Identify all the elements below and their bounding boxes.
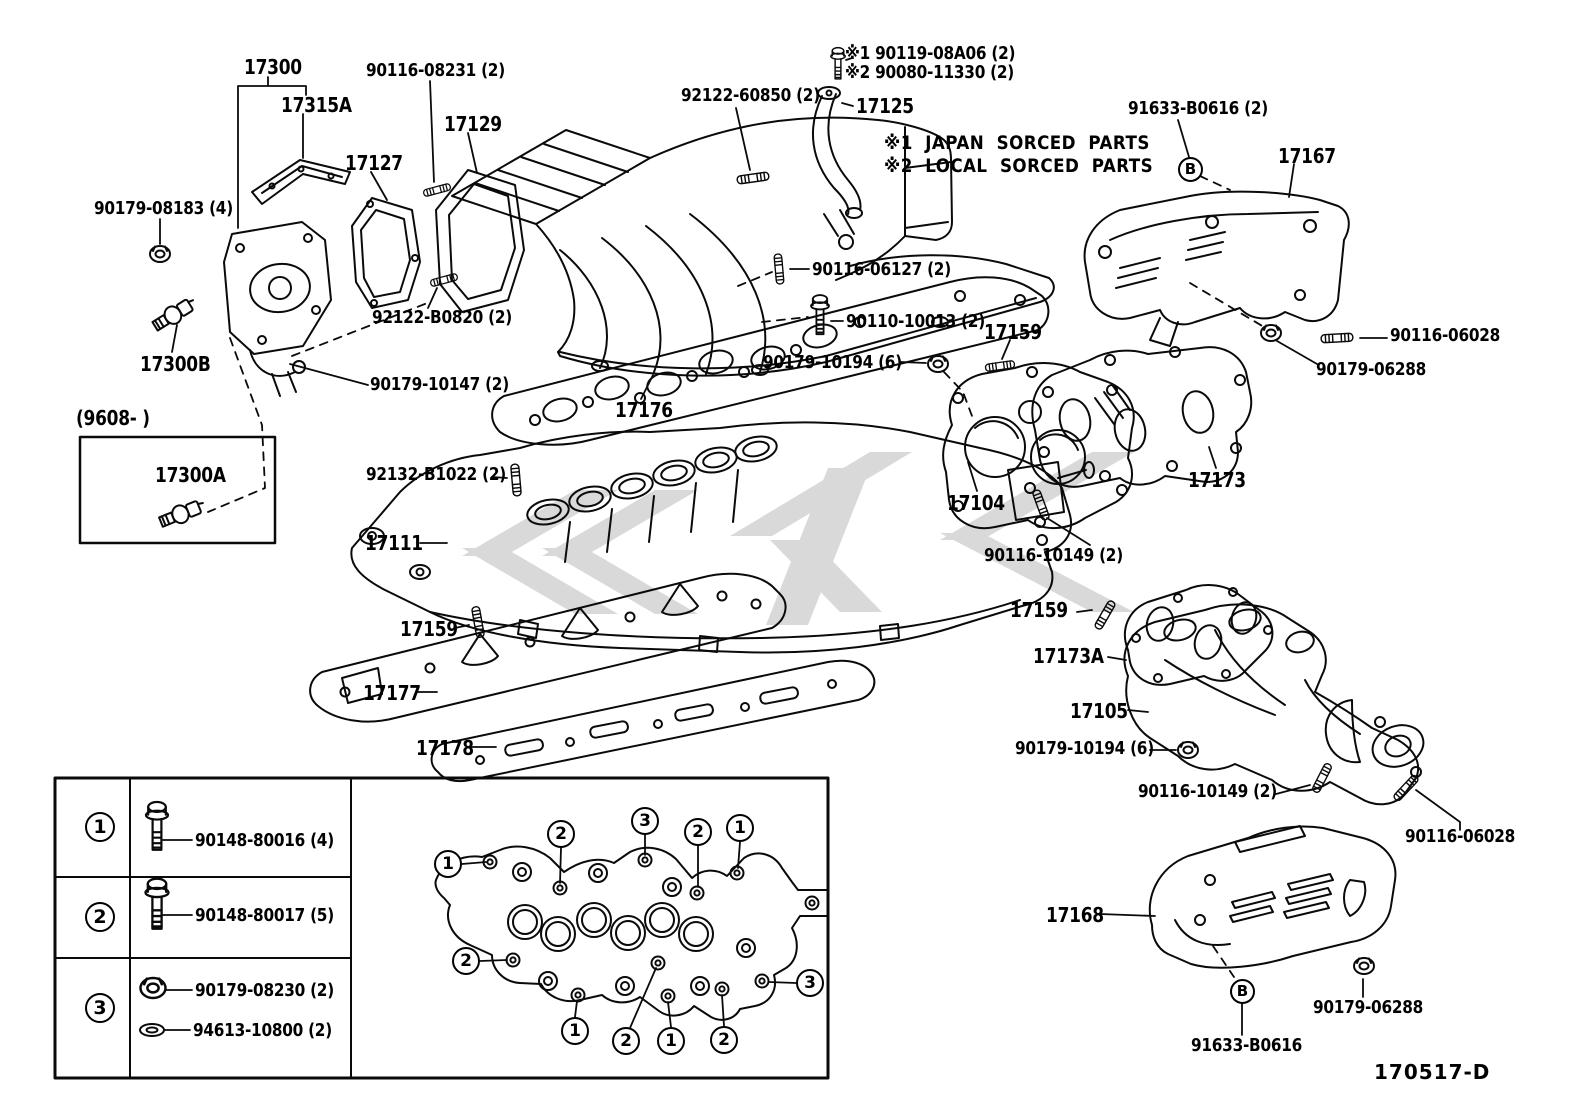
part-label-90119-08a06: ※1 90119-08A06 (2) xyxy=(845,43,1016,64)
part-label-17315a: 17315A xyxy=(281,93,352,117)
part-label-17300b: 17300B xyxy=(140,352,211,376)
part-label-90116-10149-a: 90116-10149 (2) xyxy=(984,545,1123,566)
b-marker-top: B xyxy=(1178,157,1203,182)
pipe-17125-drawing xyxy=(813,87,862,218)
part-label-17176: 17176 xyxy=(615,398,673,422)
part-label-17159-c: 17159 xyxy=(1010,598,1068,622)
part-label-17167: 17167 xyxy=(1278,144,1336,168)
sourcing-note-japan: ※1 JAPAN SORCED PARTS xyxy=(884,132,1150,154)
part-label-90080-11330: ※2 90080-11330 (2) xyxy=(845,62,1015,83)
part-label-90110-10013: 90110-10013 (2) xyxy=(846,311,985,332)
part-label-17129: 17129 xyxy=(444,112,502,136)
heat-insulator-17167-drawing xyxy=(1085,192,1349,346)
torque-callout: 2 xyxy=(547,820,575,848)
applicability-note: (9608- ) xyxy=(76,406,150,430)
part-label-17173a: 17173A xyxy=(1033,644,1104,668)
part-label-17127: 17127 xyxy=(345,151,403,175)
torque-callout: 2 xyxy=(684,818,712,846)
gasket-17178-drawing xyxy=(432,661,875,781)
part-label-90179-10194-b: 90179-10194 (6) xyxy=(1015,738,1154,759)
torque-callout: 2 xyxy=(710,1026,738,1054)
part-label-17111: 17111 xyxy=(365,531,423,555)
drawing-number: 170517-D xyxy=(1374,1060,1491,1084)
legend-index-3: 3 xyxy=(85,993,115,1023)
torque-gasket-diagram xyxy=(435,835,828,1028)
part-label-17173: 17173 xyxy=(1188,468,1246,492)
part-label-17300: 17300 xyxy=(244,55,302,79)
part-label-17105: 17105 xyxy=(1070,699,1128,723)
heat-insulator-17168-drawing xyxy=(1150,826,1396,968)
bracket-17315a-drawing xyxy=(252,160,350,204)
part-label-17104: 17104 xyxy=(947,491,1005,515)
legend-part-90179-08230: 90179-08230 (2) xyxy=(195,980,334,1001)
part-label-17178: 17178 xyxy=(416,736,474,760)
part-label-90116-10149-b: 90116-10149 (2) xyxy=(1138,781,1277,802)
legend-part-90148-80017: 90148-80017 (5) xyxy=(195,905,334,926)
part-label-90116-08231: 90116-08231 (2) xyxy=(366,60,505,81)
part-label-17125: 17125 xyxy=(856,94,914,118)
part-label-90179-10194-a: 90179-10194 (6) xyxy=(763,352,902,373)
part-label-17159-a: 17159 xyxy=(400,617,458,641)
part-label-92132-b1022: 92132-B1022 (2) xyxy=(366,464,506,485)
sourcing-note-local: ※2 LOCAL SORCED PARTS xyxy=(884,155,1154,177)
gasket-17127-drawing xyxy=(352,198,420,308)
part-label-92122-b0820: 92122-B0820 (2) xyxy=(372,307,512,328)
legend-part-94613-10800: 94613-10800 (2) xyxy=(193,1020,332,1041)
torque-callout: 1 xyxy=(434,850,462,878)
part-label-90179-08183: 90179-08183 (4) xyxy=(94,198,233,219)
part-label-17159-b: 17159 xyxy=(984,320,1042,344)
legend-part-90148-80016: 90148-80016 (4) xyxy=(195,830,334,851)
part-label-17177: 17177 xyxy=(363,681,421,705)
torque-callout: 1 xyxy=(726,814,754,842)
part-label-90116-06028-b: 90116-06028 xyxy=(1405,826,1516,847)
part-label-90116-06028-a: 90116-06028 xyxy=(1390,325,1501,346)
dashed-lines xyxy=(208,176,1264,977)
torque-callout: 3 xyxy=(631,807,659,835)
torque-callout: 1 xyxy=(657,1027,685,1055)
applicability-box xyxy=(80,437,275,543)
part-label-90179-06288-b: 90179-06288 xyxy=(1313,997,1424,1018)
exhaust-gasket-17173a-drawing xyxy=(1125,585,1272,685)
part-label-90179-10147: 90179-10147 (2) xyxy=(370,374,509,395)
part-label-17168: 17168 xyxy=(1046,903,1104,927)
part-label-92122-60850: 92122-60850 (2) xyxy=(681,85,820,106)
torque-callout: 1 xyxy=(561,1017,589,1045)
part-label-17300a: 17300A xyxy=(155,463,226,487)
legend-index-2: 2 xyxy=(85,902,115,932)
legend-index-1: 1 xyxy=(85,812,115,842)
part-label-91633-b0616-a: 91633-B0616 (2) xyxy=(1128,98,1268,119)
torque-callout: 3 xyxy=(796,969,824,997)
part-label-91633-b0616-b: 91633-B0616 xyxy=(1191,1035,1303,1056)
exhaust-gasket-17173-drawing xyxy=(1032,347,1251,487)
b-marker-bottom: B xyxy=(1230,979,1255,1004)
torque-callout: 2 xyxy=(452,947,480,975)
part-label-90116-06127: 90116-06127 (2) xyxy=(812,259,951,280)
torque-callout: 2 xyxy=(612,1027,640,1055)
part-label-90179-06288-a: 90179-06288 xyxy=(1316,359,1427,380)
